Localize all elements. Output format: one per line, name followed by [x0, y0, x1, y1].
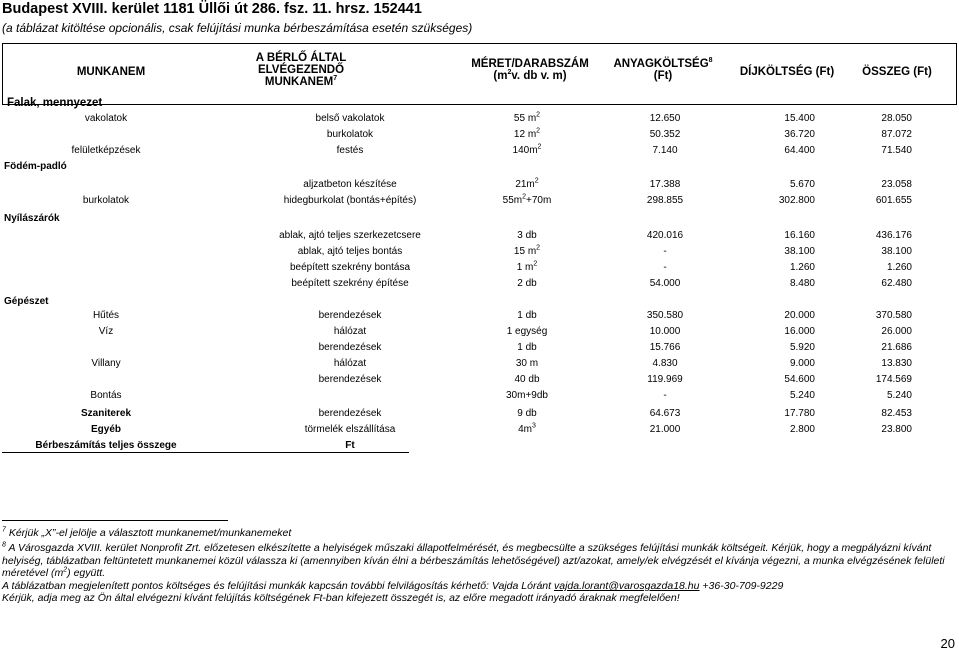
cell-berlo-munka: ablak, ajtó teljes szerkezetcsere — [279, 230, 421, 241]
cell-dijkoltseg: 15.400 — [784, 113, 815, 124]
cell-berlo-munka: belső vakolatok — [315, 113, 385, 124]
cell-anyagkoltseg: 4.830 — [652, 358, 678, 369]
cell-osszeg: 26.000 — [881, 326, 912, 337]
cell-berlo-munka: berendezések — [318, 408, 382, 419]
footnote-contact: A táblázatban megjelenített pontos költséges és felújítási munkák kapcsán további felvilágosítás kérhető: Vajda Lóránt vajda.lorant@varosgazda18.hu +36-30-709-9229 — [2, 580, 784, 592]
cell-dijkoltseg: 5.240 — [789, 390, 815, 401]
cell-meret: 40 db — [514, 374, 540, 385]
section-label: Gépészet — [4, 296, 49, 307]
cell-osszeg: 62.480 — [881, 278, 912, 289]
cell-anyagkoltseg: 12.650 — [649, 113, 681, 124]
cell-dijkoltseg: 38.100 — [784, 246, 815, 257]
cell-meret: 55 $m^2$ — [513, 111, 541, 124]
cell-anyagkoltseg: 17.388 — [649, 179, 681, 190]
cell-munkanem: felületképzések — [71, 145, 141, 156]
cell-dijkoltseg: 54.600 — [784, 374, 815, 385]
cell-dijkoltseg: 8.480 — [789, 278, 815, 289]
cell-munkanem: Bontás — [90, 390, 122, 401]
cell-berlo-munka: hálózat — [333, 326, 367, 337]
cell-meret: 1 db — [517, 342, 537, 353]
cell-berlo-munka: aljzatbeton készítése — [303, 179, 397, 190]
cell-meret: 9 db — [517, 408, 537, 419]
cell-osszeg: 21.686 — [881, 342, 912, 353]
section-falak: Falak, mennyezet — [7, 97, 103, 109]
cell-meret: 30 m — [515, 358, 539, 369]
cell-berlo-munka: berendezések — [318, 310, 382, 321]
cell-dijkoltseg: 1.260 — [789, 262, 815, 273]
header-osszeg: ÖSSZEG (Ft) — [862, 66, 932, 78]
page-subtitle: (a táblázat kitöltése opcionális, csak felújítási munka bérbeszámítása esetén szükséges) — [2, 21, 473, 35]
cell-osszeg: 71.540 — [881, 145, 912, 156]
cell-anyagkoltseg: 298.855 — [646, 195, 684, 206]
cell-osszeg: 23.058 — [881, 179, 912, 190]
cell-berlo-munka: hálózat — [333, 358, 367, 369]
cell-dijkoltseg: 2.800 — [789, 424, 815, 435]
cell-anyagkoltseg: - — [663, 390, 667, 401]
total-row-underline — [2, 452, 409, 453]
cell-anyagkoltseg: 64.673 — [649, 408, 681, 419]
cell-osszeg: 28.050 — [881, 113, 912, 124]
footnote-divider — [2, 520, 228, 521]
table-header — [2, 43, 957, 109]
cell-berlo-munka: beépített szekrény építése — [291, 278, 409, 289]
header-meret: MÉRET/DARABSZÁM ($m^2v$. db v. m) — [471, 58, 589, 82]
cell-anyagkoltseg: 50.352 — [649, 129, 681, 140]
cell-osszeg: 601.655 — [875, 195, 912, 206]
cell-osszeg: 82.453 — [881, 408, 912, 419]
section-label: Nyílászárók — [4, 213, 60, 224]
cell-munkanem: burkolatok — [82, 195, 130, 206]
cell-anyagkoltseg: - — [663, 262, 667, 273]
cell-munkanem: Víz — [98, 326, 114, 337]
cell-munkanem: Szaniterek — [80, 408, 132, 419]
header-munkanem: MUNKANEM — [76, 66, 146, 78]
cell-anyagkoltseg: 420.016 — [646, 230, 684, 241]
cell-dijkoltseg: 20.000 — [784, 310, 815, 321]
cell-meret: $4m^3$ — [518, 422, 536, 435]
cell-dijkoltseg: 302.800 — [778, 195, 815, 206]
cell-meret: 1 egység — [506, 326, 548, 337]
cell-anyagkoltseg: 21.000 — [649, 424, 681, 435]
cell-meret: 2 db — [517, 278, 537, 289]
cell-meret: 1 db — [517, 310, 537, 321]
cell-berlo-munka: burkolatok — [326, 129, 374, 140]
footnote-8: $^8$ A Városgazda XVIII. kerület Nonprofit Zrt. előzetesen elkészítette a helyiségek műszaki állapotfelmérését, és megbecsülte a szükséges felújítási munkák költségeit. Kérjük, hogy a megpályázni kívánt helyiség, táblázatban feltüntetett munkanemei közül válassza ki (amennyiben kíván élni a bérbeszámítás lehetőségével) azt/azokat, amely/ek elvégzését el kívánja végezni, a munka elvégzésének felületi méretével $(m^2)$ együtt. — [2, 541, 945, 579]
cell-berlo-munka: berendezések — [318, 374, 382, 385]
cell-dijkoltseg: 9.000 — [789, 358, 815, 369]
cell-osszeg: 1.260 — [886, 262, 912, 273]
header-berlo: A BÉRLŐ ÁLTAL ELVÉGEZENDŐ MUNKANEM$^7$ — [255, 52, 347, 88]
cell-osszeg: 174.569 — [875, 374, 912, 385]
cell-meret: 3 db — [517, 230, 537, 241]
cell-osszeg: 23.800 — [881, 424, 912, 435]
cell-anyagkoltseg: 15.766 — [649, 342, 681, 353]
cell-munkanem: vakolatok — [84, 113, 128, 124]
cell-anyagkoltseg: 10.000 — [649, 326, 681, 337]
cell-berlo-munka: törmelék elszállítása — [304, 424, 396, 435]
cell-anyagkoltseg: - — [663, 246, 667, 257]
cell-berlo-munka: Ft — [345, 440, 355, 451]
cell-munkanem: Egyéb — [90, 424, 121, 435]
contact-email-link[interactable]: vajda.lorant@varosgazda18.hu — [553, 580, 700, 592]
cell-berlo-munka: berendezések — [318, 342, 382, 353]
cell-osszeg: 370.580 — [875, 310, 912, 321]
cell-anyagkoltseg: 54.000 — [649, 278, 681, 289]
cell-dijkoltseg: 17.780 — [784, 408, 815, 419]
cell-osszeg: 87.072 — [881, 129, 912, 140]
cell-meret: 15 $m^2$ — [513, 244, 541, 257]
cell-meret: $55m^2+70m$ — [502, 193, 552, 206]
cell-munkanem: Villany — [91, 358, 121, 369]
cell-osszeg: 5.240 — [886, 390, 912, 401]
cell-dijkoltseg: 64.400 — [784, 145, 815, 156]
cell-dijkoltseg: 36.720 — [784, 129, 815, 140]
cell-dijkoltseg: 16.000 — [784, 326, 815, 337]
cell-anyagkoltseg: 7.140 — [652, 145, 678, 156]
cell-meret: 12 $m^2$ — [513, 127, 541, 140]
cell-osszeg: 38.100 — [881, 246, 912, 257]
cell-munkanem: Hűtés — [92, 310, 120, 321]
cell-berlo-munka: hidegburkolat (bontás+építés) — [283, 195, 417, 206]
cell-anyagkoltseg: 119.969 — [647, 374, 683, 385]
cell-berlo-munka: beépített szekrény bontása — [289, 262, 411, 273]
page-number: 20 — [940, 636, 955, 651]
section-label: Födém-padló — [4, 161, 67, 172]
cell-munkanem: Bérbeszámítás teljes összege — [35, 440, 177, 451]
page-title: Budapest XVIII. kerület 1181 Üllői út 286. fsz. 11. hrsz. 152441 — [2, 1, 422, 17]
cell-osszeg: 436.176 — [875, 230, 912, 241]
cell-dijkoltseg: 5.670 — [789, 179, 815, 190]
header-dij: DÍJKÖLTSÉG (Ft) — [739, 66, 835, 78]
footnote-7: $^7$ Kérjük „X”-el jelölje a választott munkanemet/munkanemeket — [2, 526, 292, 539]
header-anyag: ANYAGKÖLTSÉG$^8$ (Ft) — [613, 57, 713, 82]
cell-meret: 30m+9db — [506, 390, 548, 401]
cell-osszeg: 13.830 — [881, 358, 912, 369]
footnote-instruction: Kérjük, adja meg az Ön által elvégezni kívánt felújítás költségének Ft-ban kifejezett összegét is, az előre megadott irányadó áraknak megfelelően! — [2, 592, 680, 604]
cell-meret: $21m^2$ — [515, 177, 539, 190]
cell-berlo-munka: festés — [336, 145, 364, 156]
cell-anyagkoltseg: 350.580 — [646, 310, 684, 321]
cell-meret: 1 $m^2$ — [516, 260, 538, 273]
cell-dijkoltseg: 5.920 — [789, 342, 815, 353]
cell-meret: $140m^2$ — [512, 143, 542, 156]
cell-dijkoltseg: 16.160 — [784, 230, 815, 241]
cell-berlo-munka: ablak, ajtó teljes bontás — [297, 246, 403, 257]
